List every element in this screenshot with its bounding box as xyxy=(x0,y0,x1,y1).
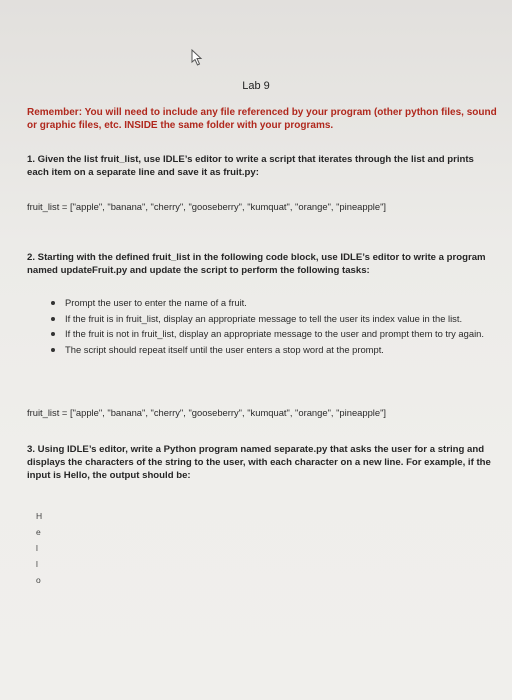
output-char: e xyxy=(36,527,41,537)
task-item-2: If the fruit is in fruit_list, display an appropriate message to tell the user its index value in the list. xyxy=(48,313,488,325)
reminder-note: Remember: You will need to include any file referenced by your program (other python files, sound or graphic files, etc. INSIDE the same folder with your programs. xyxy=(27,107,497,131)
page-title: Lab 9 xyxy=(242,80,270,92)
question-2-code: fruit_list = ["apple", "banana", "cherry", "gooseberry", "kumquat", "orange", "pineapple"] xyxy=(27,407,387,418)
question-3-text: 3. Using IDLE’s editor, write a Python program named separate.py that asks the user for a string and displays the characters of the string to the user, with each character on a new line. For example, if the input is Hello, the output should be: xyxy=(27,444,491,481)
mouse-pointer-icon xyxy=(190,49,204,67)
task-item-4: The script should repeat itself until the user enters a stop word at the prompt. xyxy=(48,344,488,356)
example-output-list xyxy=(36,508,42,588)
question-2-task-list xyxy=(48,297,488,359)
question-2-text: 2. Starting with the defined fruit_list in the following code block, use IDLE’s editor to write a program named updateFruit.py and update the script to perform the following tasks: xyxy=(27,252,486,276)
question-1-text: 1. Given the list fruit_list, use IDLE’s editor to write a script that iterates through the list and prints each item on a separate line and save it as fruit.py: xyxy=(27,154,474,178)
output-char: o xyxy=(36,575,41,585)
question-1-code: fruit_list = ["apple", "banana", "cherry", "gooseberry", "kumquat", "orange", "pineapple"] xyxy=(27,201,387,212)
task-item-3: If the fruit is not in fruit_list, display an appropriate message to the user and prompt them to try again. xyxy=(48,328,488,340)
output-char: H xyxy=(36,511,43,521)
task-item-1: Prompt the user to enter the name of a fruit. xyxy=(48,297,488,309)
output-char: l xyxy=(36,559,38,569)
output-char: l xyxy=(36,543,38,553)
